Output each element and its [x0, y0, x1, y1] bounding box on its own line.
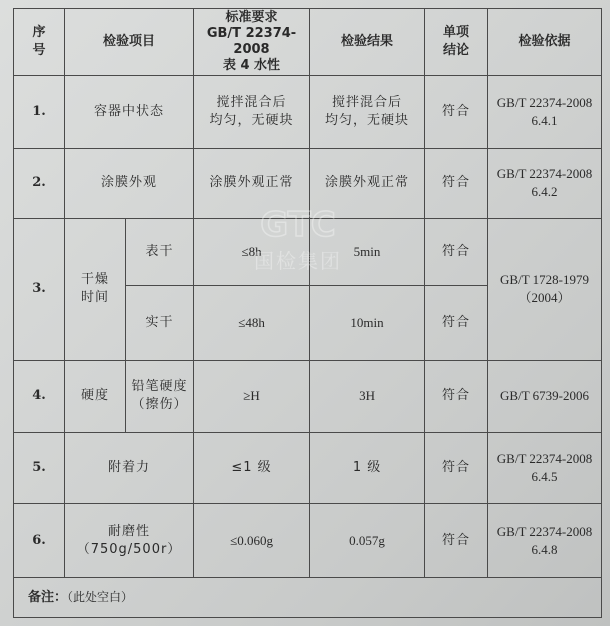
table-row: [14, 360, 602, 433]
row-conclusion: 符合: [425, 503, 488, 578]
table-row: [14, 433, 602, 504]
row-result: 0.057g: [310, 503, 425, 578]
header-result: 检验结果: [310, 9, 425, 76]
note-cell: [14, 578, 602, 618]
header-standard: 标准要求 GB/T 22374-2008 表 4 水性: [194, 9, 310, 76]
note-row: [14, 578, 602, 618]
header-item: 检验项目: [65, 9, 194, 76]
header-basis: 检验依据: [488, 9, 602, 76]
table-row: [14, 149, 602, 219]
row-result: 5min: [310, 218, 425, 285]
row-item: 干燥 时间: [65, 218, 126, 360]
row-subitem: 实干: [126, 285, 194, 360]
row-number: 2.: [14, 149, 65, 219]
row-conclusion: 符合: [425, 433, 488, 504]
row-basis: GB/T 22374-2008 6.4.2: [488, 149, 602, 219]
row-result: 搅拌混合后 均匀，无硬块: [310, 76, 425, 149]
row-requirement: 搅拌混合后 均匀，无硬块: [194, 76, 310, 149]
row-item: 硬度: [65, 360, 126, 433]
row-basis: GB/T 6739-2006: [488, 360, 602, 433]
row-number: 3.: [14, 218, 65, 360]
row-requirement: ≤8h: [194, 218, 310, 285]
row-conclusion: 符合: [425, 218, 488, 285]
row-conclusion: 符合: [425, 149, 488, 219]
row-number: 1.: [14, 76, 65, 149]
row-result: 1 级: [310, 433, 425, 504]
row-requirement: ≤0.060g: [194, 503, 310, 578]
row-item: 容器中状态: [65, 76, 194, 149]
row-conclusion: 符合: [425, 360, 488, 433]
row-requirement: ≤1 级: [194, 433, 310, 504]
row-requirement: ≥H: [194, 360, 310, 433]
table-row: [14, 503, 602, 578]
row-number: 4.: [14, 360, 65, 433]
table-row: [14, 76, 602, 149]
inspection-table: [13, 8, 602, 618]
row-basis: GB/T 22374-2008 6.4.1: [488, 76, 602, 149]
header-conclusion: 单项 结论: [425, 9, 488, 76]
row-item: 附着力: [65, 433, 194, 504]
row-basis: GB/T 22374-2008 6.4.5: [488, 433, 602, 504]
note-text: （此处空白）: [67, 590, 134, 605]
row-subitem: 表干: [126, 218, 194, 285]
note-label: 备注：: [28, 590, 68, 606]
row-basis: GB/T 1728-1979 （2004）: [488, 218, 602, 360]
row-result: 10min: [310, 285, 425, 360]
row-result: 3H: [310, 360, 425, 433]
row-item: 耐磨性 （750g/500r）: [65, 503, 194, 578]
row-item: 涂膜外观: [65, 149, 194, 219]
row-number: 5.: [14, 433, 65, 504]
watermark-caption: 国检集团: [254, 249, 342, 273]
header-row: [14, 9, 602, 76]
row-subitem: 铅笔硬度 （擦伤）: [126, 360, 194, 433]
row-conclusion: 符合: [425, 285, 488, 360]
row-conclusion: 符合: [425, 76, 488, 149]
row-requirement: ≤48h: [194, 285, 310, 360]
row-number: 6.: [14, 503, 65, 578]
header-seq: 序 号: [14, 9, 65, 76]
row-result: 涂膜外观正常: [310, 149, 425, 219]
watermark-logo-text: GTC: [260, 205, 336, 245]
row-requirement: 涂膜外观正常: [194, 149, 310, 219]
table-row: [14, 218, 602, 285]
row-basis: GB/T 22374-2008 6.4.8: [488, 503, 602, 578]
